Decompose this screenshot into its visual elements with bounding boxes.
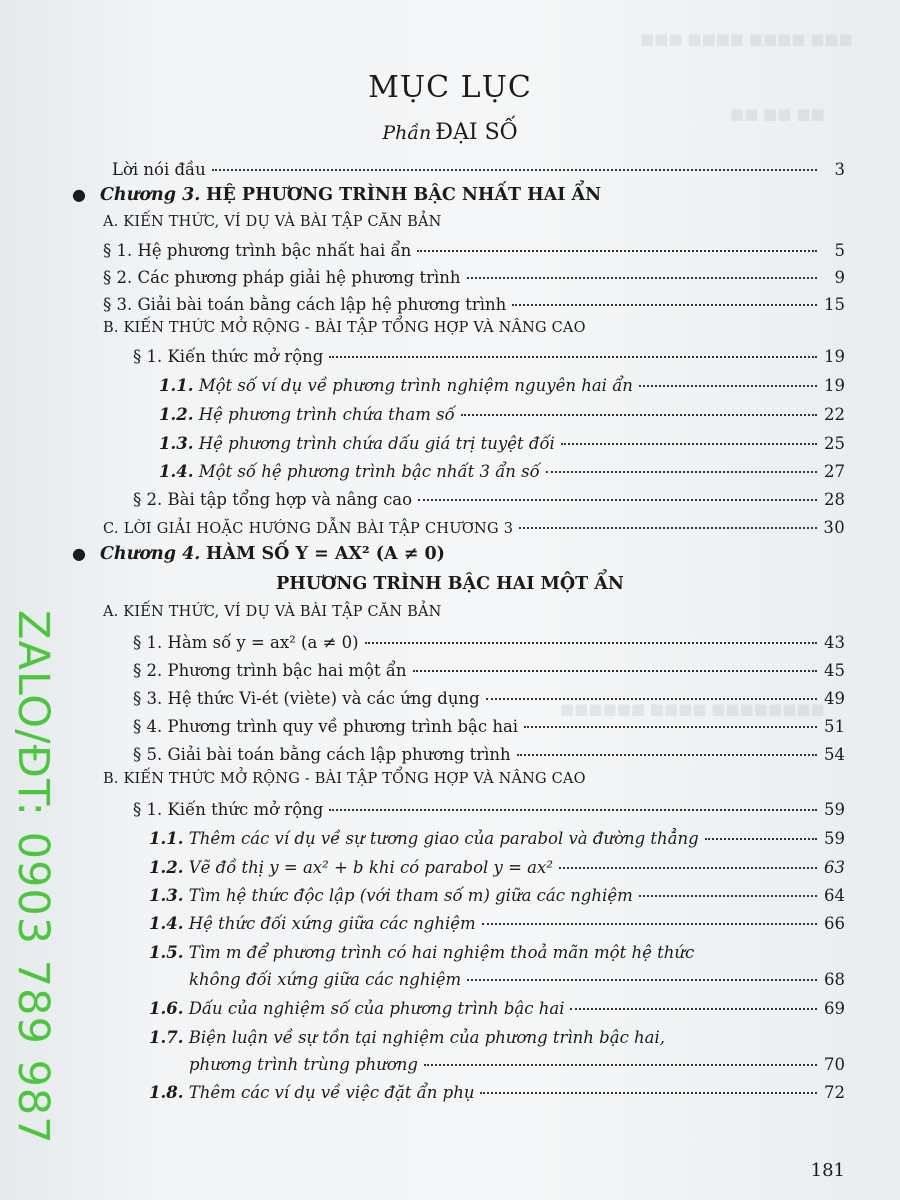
toc-entry[interactable] (103, 241, 845, 260)
toc-subentry[interactable] (149, 886, 845, 905)
leader-dots (467, 277, 817, 279)
toc-entry-page: 64 (824, 886, 845, 905)
toc-entry-page: 66 (824, 914, 845, 933)
part-name: ĐẠI SỐ (435, 120, 518, 145)
page-title: MỤC LỤC (368, 70, 532, 105)
toc-entry-label: Dấu của nghiệm số của phương trình bậc hai (188, 999, 565, 1018)
toc-entry-label-cont: phương trình trùng phương (189, 1055, 418, 1074)
toc-entry-page: 19 (824, 347, 845, 366)
leader-dots (467, 979, 817, 981)
toc-entry-page: 27 (824, 462, 845, 481)
subentry-number: 1.4. (149, 914, 184, 933)
leader-dots (512, 304, 817, 306)
subentry-number: 1.6. (149, 999, 184, 1018)
toc-subentry[interactable] (149, 858, 845, 877)
leader-dots (559, 867, 817, 869)
toc-entry-page: 45 (824, 661, 845, 680)
leader-dots (486, 698, 817, 700)
leader-dots (561, 443, 817, 445)
toc-entry-page: 63 (824, 858, 845, 877)
toc-entry-label: § 5. Giải bài toán bằng cách lập phương trình (133, 745, 511, 764)
toc-entry-page: 49 (824, 689, 845, 708)
toc-entry-page: 3 (834, 160, 845, 179)
toc-entry[interactable] (133, 800, 845, 819)
chapter-4-heading[interactable] (72, 544, 445, 564)
chapter-label: Chương 3. (100, 185, 201, 205)
toc-entry-label: § 1. Kiến thức mở rộng (133, 800, 324, 819)
leader-dots (519, 527, 817, 529)
toc-entry[interactable] (133, 347, 845, 366)
toc-subentry[interactable] (189, 1055, 845, 1074)
toc-entry-label: Tìm hệ thức độc lập (với tham số m) giữa các nghiệm (188, 886, 633, 905)
leader-dots (417, 250, 817, 252)
leader-dots (461, 414, 817, 416)
toc-subentry[interactable] (149, 999, 845, 1018)
toc-entry-page: 22 (824, 405, 845, 424)
bullet-icon: ● (72, 185, 86, 204)
toc-entry-label-cont: không đối xứng giữa các nghiệm (189, 970, 462, 989)
toc-entry-label: § 4. Phương trình quy về phương trình bậc hai (133, 717, 519, 736)
page-number: 181 (810, 1160, 845, 1181)
toc-entry[interactable] (133, 661, 845, 680)
toc-entry-label: Thêm các ví dụ về sự tương giao của parabol và đường thẳng (188, 829, 699, 848)
section-a-heading: A. KIẾN THỨC, VÍ DỤ VÀ BÀI TẬP CĂN BẢN (103, 604, 442, 620)
section-b-heading: B. KIẾN THỨC MỞ RỘNG - BÀI TẬP TỔNG HỢP VÀ NÂNG CAO (103, 320, 586, 336)
toc-entry-page: 70 (824, 1055, 845, 1074)
toc-entry[interactable] (103, 295, 845, 314)
toc-subentry[interactable] (149, 829, 845, 848)
bullet-icon: ● (72, 544, 86, 563)
subentry-number: 1.8. (149, 1083, 184, 1102)
leader-dots (329, 809, 817, 811)
toc-entry-page: 25 (824, 434, 845, 453)
leader-dots (424, 1064, 817, 1066)
toc-entry-label: Thêm các ví dụ về việc đặt ẩn phụ (188, 1083, 475, 1102)
toc-entry[interactable] (133, 717, 845, 736)
leader-dots (517, 754, 817, 756)
toc-entry[interactable] (133, 689, 845, 708)
bleed-through-text: ■■ ■■ ■■ (730, 105, 825, 123)
toc-entry-page: 59 (824, 800, 845, 819)
leader-dots (365, 642, 817, 644)
toc-entry-label: § 2. Phương trình bậc hai một ẩn (133, 661, 407, 680)
toc-entry[interactable] (103, 268, 845, 287)
toc-subentry[interactable] (149, 1083, 845, 1102)
toc-subentry-line1[interactable] (149, 943, 694, 962)
toc-entry-label: Vẽ đồ thị y = ax² + b khi có parabol y = ax² (188, 858, 553, 877)
toc-entry-page: 30 (823, 518, 845, 537)
leader-dots (413, 670, 817, 672)
leader-dots (524, 726, 817, 728)
toc-subentry[interactable] (159, 462, 845, 481)
subentry-number: 1.3. (159, 434, 194, 453)
subentry-number: 1.7. (149, 1028, 184, 1047)
toc-entry-preface[interactable] (112, 160, 845, 179)
leader-dots (639, 385, 817, 387)
toc-entry-label: Hệ phương trình chứa dấu giá trị tuyệt đối (198, 434, 555, 453)
contact-watermark (8, 610, 64, 1200)
toc-entry-label: Lời nói đầu (112, 160, 206, 179)
bleed-through-text: ■■■ ■■■■ ■■■■ ■■■ (640, 30, 853, 48)
watermark-text: ZALO/ĐT: 0903 789 987 (8, 610, 58, 1145)
leader-dots (546, 471, 817, 473)
toc-entry-label: § 1. Hàm số y = ax² (a ≠ 0) (133, 633, 359, 652)
toc-entry-label: § 2. Bài tập tổng hợp và nâng cao (133, 490, 413, 509)
subentry-number: 1.2. (159, 405, 194, 424)
leader-dots (639, 895, 817, 897)
subentry-number: 1.1. (159, 376, 194, 395)
toc-entry-label: Biện luận về sự tồn tại nghiệm của phương trình bậc hai, (188, 1028, 666, 1047)
toc-entry[interactable] (133, 633, 845, 652)
toc-entry-page: 28 (824, 490, 845, 509)
leader-dots (482, 923, 817, 925)
toc-entry-label: Một số hệ phương trình bậc nhất 3 ẩn số (198, 462, 540, 481)
toc-entry[interactable] (133, 490, 845, 509)
toc-entry-label: § 2. Các phương pháp giải hệ phương trình (103, 268, 461, 287)
toc-entry-page: 43 (824, 633, 845, 652)
toc-subentry-line1[interactable] (149, 1028, 665, 1047)
subentry-number: 1.1. (149, 829, 184, 848)
subentry-number: 1.2. (149, 858, 184, 877)
toc-subentry[interactable] (149, 914, 845, 933)
toc-entry-label: Hệ phương trình chứa tham số (198, 405, 455, 424)
leader-dots (418, 499, 817, 501)
toc-entry-page: 54 (824, 745, 845, 764)
subentry-number: 1.5. (149, 943, 184, 962)
section-b-heading: B. KIẾN THỨC MỞ RỘNG - BÀI TẬP TỔNG HỢP VÀ NÂNG CAO (103, 771, 586, 787)
toc-entry-label: C. LỜI GIẢI HOẶC HƯỚNG DẪN BÀI TẬP CHƯƠNG 3 (103, 521, 514, 537)
chapter-title: HỆ PHƯƠNG TRÌNH BẬC NHẤT HAI ẨN (205, 185, 602, 205)
toc-entry-page: 9 (834, 268, 845, 287)
toc-entry-page: 72 (824, 1083, 845, 1102)
subentry-number: 1.4. (159, 462, 194, 481)
toc-entry-label: § 3. Hệ thức Vi-ét (viète) và các ứng dụng (133, 689, 480, 708)
leader-dots (705, 838, 817, 840)
toc-entry-label: Hệ thức đối xứng giữa các nghiệm (188, 914, 476, 933)
toc-entry[interactable] (133, 745, 845, 764)
toc-entry-label: § 1. Kiến thức mở rộng (133, 347, 324, 366)
part-heading (0, 120, 900, 145)
chapter-subtitle: PHƯƠNG TRÌNH BẬC HAI MỘT ẨN (276, 574, 624, 594)
toc-entry-page: 19 (824, 376, 845, 395)
toc-entry-label: Tìm m để phương trình có hai nghiệm thoả mãn một hệ thức (188, 943, 695, 962)
chapter-3-heading[interactable] (72, 185, 601, 205)
chapter-label: Chương 4. (100, 544, 201, 564)
toc-entry-label: § 1. Hệ phương trình bậc nhất hai ẩn (103, 241, 412, 260)
toc-subentry[interactable] (159, 376, 845, 395)
toc-entry-page: 69 (824, 999, 845, 1018)
toc-entry-page: 15 (824, 295, 845, 314)
leader-dots (212, 169, 817, 171)
subentry-number: 1.3. (149, 886, 184, 905)
toc-entry-page: 68 (824, 970, 845, 989)
toc-entry-label: § 3. Giải bài toán bằng cách lập hệ phương trình (103, 295, 507, 314)
toc-subentry[interactable] (159, 405, 845, 424)
leader-dots (480, 1092, 817, 1094)
chapter-title: HÀM SỐ Y = AX² (A ≠ 0) (205, 544, 445, 564)
bleed-through-text: ■■■■■■ ■■■■ ■■■■■■■■ (560, 700, 825, 718)
toc-entry-page: 5 (834, 241, 845, 260)
leader-dots (329, 356, 817, 358)
toc-entry-page: 59 (824, 829, 845, 848)
leader-dots (570, 1008, 817, 1010)
toc-entry-label: Một số ví dụ về phương trình nghiệm nguyên hai ẩn (198, 376, 633, 395)
toc-entry-page: 51 (824, 717, 845, 736)
section-a-heading: A. KIẾN THỨC, VÍ DỤ VÀ BÀI TẬP CĂN BẢN (103, 214, 442, 230)
toc-subentry[interactable] (189, 970, 845, 989)
part-prefix: Phần (382, 122, 432, 144)
toc-entry-section-c[interactable] (103, 518, 845, 537)
toc-subentry[interactable] (159, 434, 845, 453)
